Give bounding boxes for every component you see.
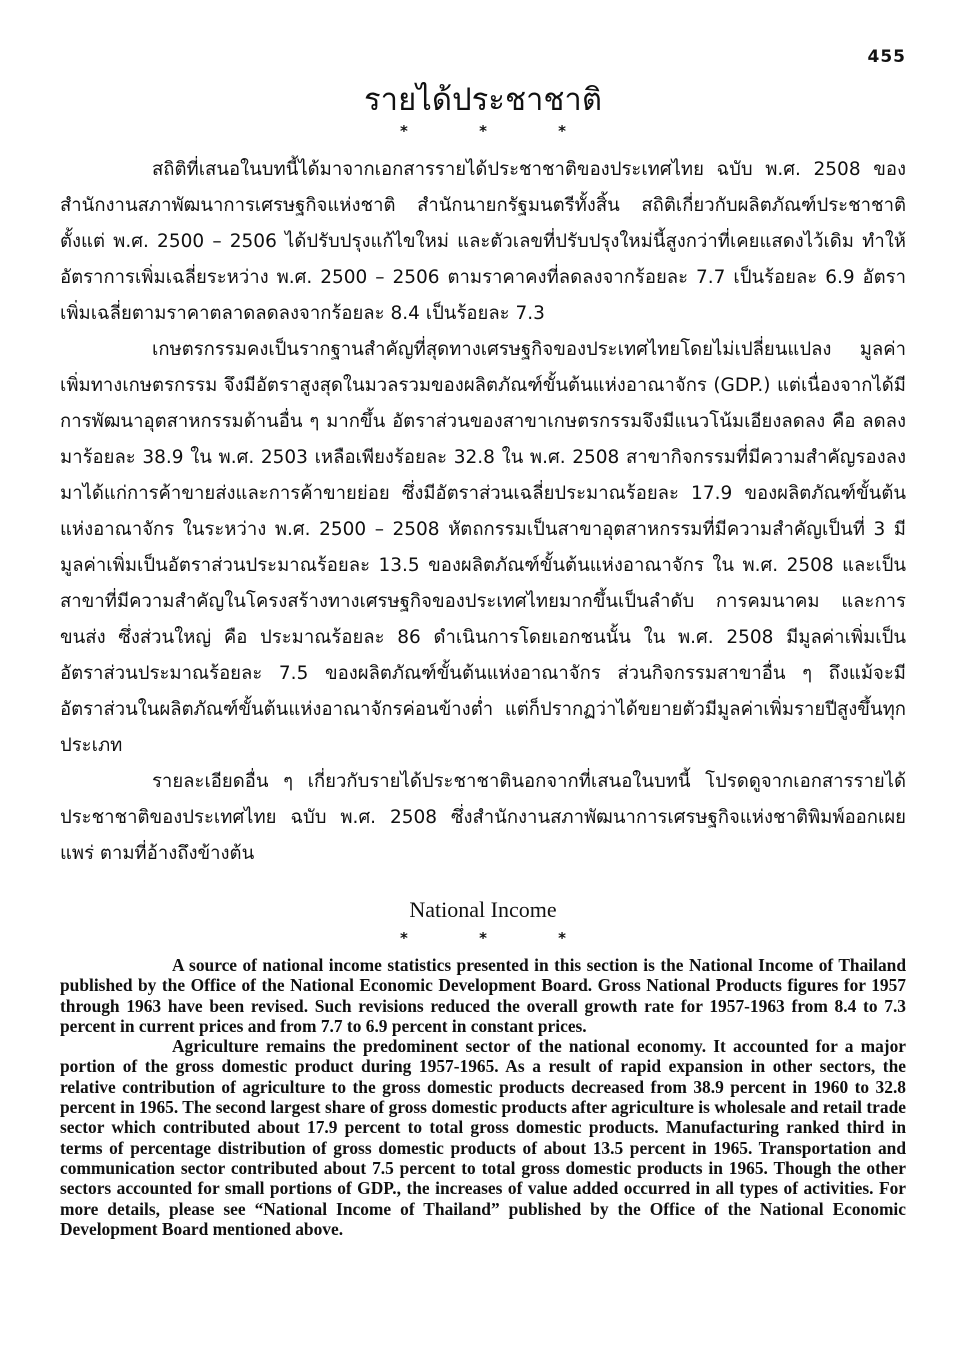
page-number: 455 bbox=[867, 47, 906, 67]
separator-star: * bbox=[399, 122, 408, 140]
separator-star: * bbox=[479, 122, 487, 140]
thai-paragraph-sectors: เกษตรกรรมคงเป็นรากฐานสำคัญที่สุดทางเศรษฐกิจของประเทศไทยโดยไม่เปลี่ยนแปลง มูลค่าเพิ่มทางเกษตรกรรม จึงมีอัตราสูงสุดในมวลรวมของผลิตภัณฑ์ขั้นต้นแห่งอาณาจักร (GDP.) แต่เนื่องจากได้มีการพัฒนาอุตสาหกรรมด้านอื่น ๆ มากขึ้น อัตราส่วนของสาขาเกษตรกรรมจึงมีแนวโน้มเอียงลดลง คือ ลดลงมาร้อยละ 38.9 ใน พ.ศ. 2503 เหลือเพียงร้อยละ 32.8 ใน พ.ศ. 2508 สาขากิจกรรมที่มีความสำคัญรองลงมาได้แก่การค้าขายส่งและการค้าขายย่อย ซึ่งมีอัตราส่วนเฉลี่ยประมาณร้อยละ 17.9 ของผลิตภัณฑ์ขั้นต้นแห่งอาณาจักร ในระหว่าง พ.ศ. 2500 – 2508 หัตถกรรมเป็นสาขาอุตสาหกรรมที่มีความสำคัญเป็นที่ 3 มีมูลค่าเพิ่มเป็นอัตราส่วนประมาณร้อยละ 13.5 ของผลิตภัณฑ์ขั้นต้นแห่งอาณาจักร ใน พ.ศ. 2508 และเป็นสาขาที่มีความสำคัญในโครงสร้างทางเศรษฐกิจของประเทศไทยมากขึ้นเป็นลำดับ การคมนาคม และการขนส่ง ซึ่งส่วนใหญ่ คือ ประมาณร้อยละ 86 ดำเนินการโดยเอกชนนั้น ใน พ.ศ. 2508 มีมูลค่าเพิ่มเป็นอัตราส่วนประมาณร้อยละ 7.5 ของผลิตภัณฑ์ขั้นต้นแห่งอาณาจักร ส่วนกิจกรรมสาขาอื่น ๆ ถึงแม้จะมีอัตราส่วนในผลิตภัณฑ์ขั้นต้นแห่งอาณาจักรค่อนข้างต่ำ แต่ก็ปรากฏว่าได้ขยายตัวมีมูลค่าเพิ่มรายปีสูงขึ้นทุกประเภท bbox=[60, 339, 906, 756]
separator-star: * bbox=[479, 929, 487, 947]
separator-star: * bbox=[558, 122, 567, 140]
thai-section-title: รายได้ประชาชาติ bbox=[364, 82, 602, 118]
thai-paragraph-sources: สถิติที่เสนอในบทนี้ได้มาจากเอกสารรายได้ประชาชาติของประเทศไทย ฉบับ พ.ศ. 2508 ของสำนักงานสภาพัฒนาการเศรษฐกิจแห่งชาติ สำนักนายกรัฐมนตรีทั้งสิ้น สถิติเกี่ยวกับผลิตภัณฑ์ประชาชาติตั้งแต่ พ.ศ. 2500 – 2506 ได้ปรับปรุงแก้ไขใหม่ และตัวเลขที่ปรับปรุงใหม่นี้สูงกว่าที่เคยแสดงไว้เดิม ทำให้อัตราการเพิ่มเฉลี่ยระหว่าง พ.ศ. 2500 – 2506 ตามราคาคงที่ลดลงจากร้อยละ 7.7 เป็นร้อยละ 6.9 อัตราเพิ่มเฉลี่ยตามราคาตลาดลดลงจากร้อยละ 8.4 เป็นร้อยละ 7.3 bbox=[60, 159, 906, 324]
english-section-title: National Income bbox=[409, 897, 557, 922]
english-section-body bbox=[60, 955, 906, 1239]
english-section-separator bbox=[0, 929, 966, 947]
english-paragraph-sources: A source of national income statistics presented in this section is the National Income of Thailand published by the Office of the National Economic Development Board. Gross National Products figures for 1957 through 1963 have been revised. Such revisions reduced the overall growth rate for 1957-1963 from 8.4 to 7.3 percent in current prices and from 7.7 to 6.9 percent in constant prices. bbox=[60, 955, 906, 1036]
thai-section-body bbox=[60, 152, 906, 872]
english-paragraph-sectors: Agriculture remains the predominent sector of the national economy. It accounted for a major portion of the gross domestic product during 1957-1965. As a result of rapid expansion in other sectors, the relative contribution of agriculture to the gross domestic products decreased from 38.9 percent in 1960 to 32.8 percent in 1965. The second largest share of gross domestic products after agriculture is wholesale and retail trade sector which contributed about 17.9 percent to total gross domestic products. Manufacturing ranked third in terms of percentage distribution of gross domestic products of about 13.5 percent in 1965. Transportation and communication sector contributed about 7.5 percent to total gross domestic products in 1965. Though the other sectors accounted for small portions of GDP., the increases of value added occurred in all types of activities. For more details, please see “National Income of Thailand” published by the Office of the National Economic Development Board mentioned above. bbox=[60, 1036, 906, 1239]
thai-paragraph-details: รายละเอียดอื่น ๆ เกี่ยวกับรายได้ประชาชาตินอกจากที่เสนอในบทนี้ โปรดดูจากเอกสารรายได้ประชาชาติของประเทศไทย ฉบับ พ.ศ. 2508 ซึ่งสำนักงานสภาพัฒนาการเศรษฐกิจแห่งชาติพิมพ์ออกเผยแพร่ ตามที่อ้างถึงข้างต้น bbox=[60, 771, 906, 864]
separator-star: * bbox=[399, 929, 408, 947]
separator-star: * bbox=[558, 929, 567, 947]
thai-section-separator bbox=[0, 122, 966, 140]
